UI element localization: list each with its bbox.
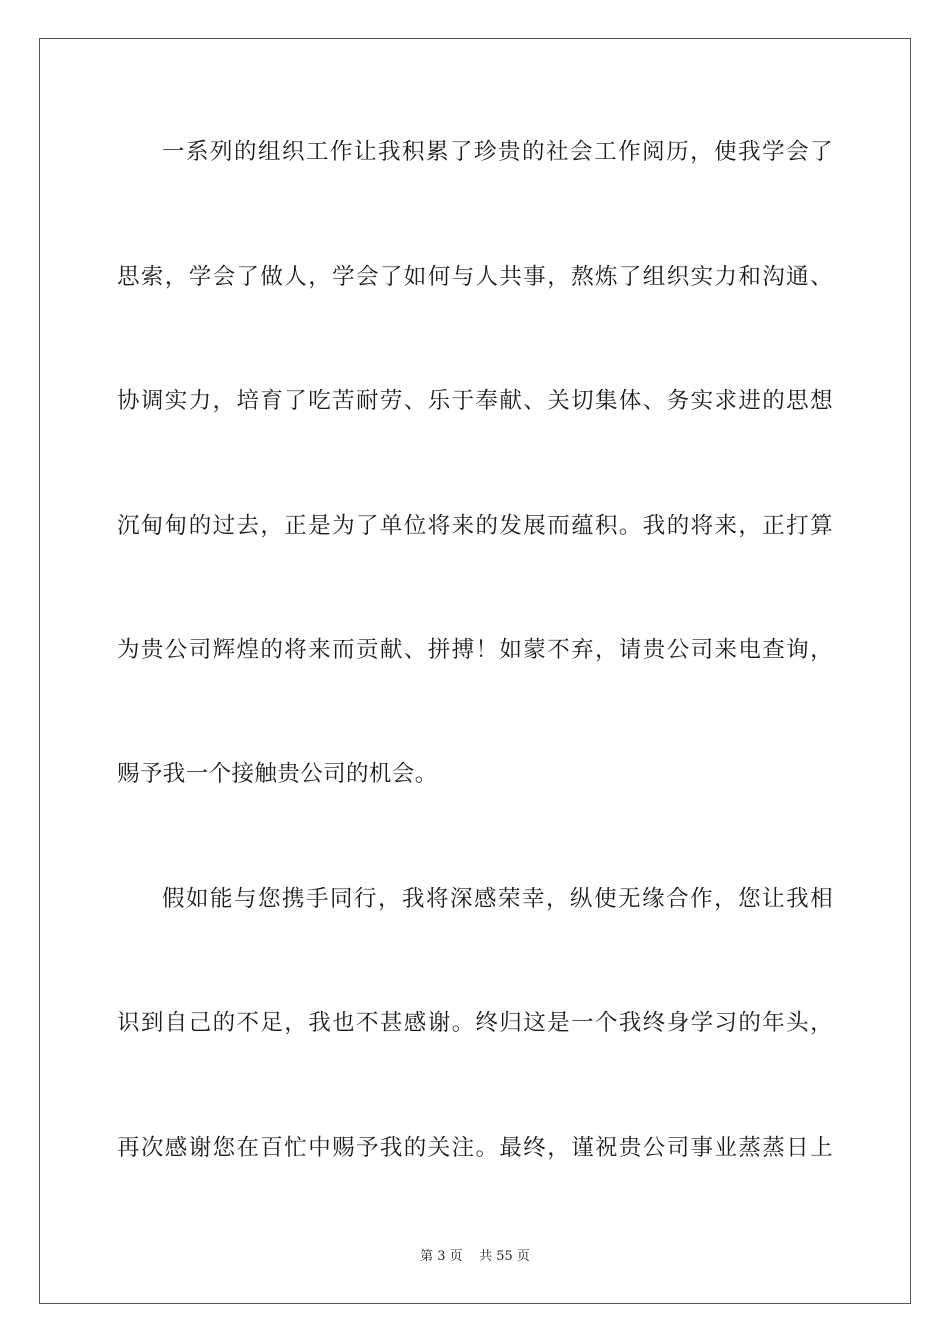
text-line: 识到自己的不足，我也不甚感谢。终归这是一个我终身学习的年头， <box>117 1010 833 1036</box>
text-line: 为贵公司辉煌的将来而贡献、拼搏！如蒙不弃，请贵公司来电查询， <box>117 637 833 663</box>
text-line: 假如能与您携手同行，我将深感荣幸，纵使无缘合作，您让我相 <box>162 886 833 912</box>
page-border <box>39 38 911 1304</box>
text-line: 协调实力，培育了吃苦耐劳、乐于奉献、关切集体、务实求进的思想 <box>117 388 833 414</box>
text-line: 思索，学会了做人，学会了如何与人共事，熬炼了组织实力和沟通、 <box>117 264 833 290</box>
text-line: 赐予我一个接触贵公司的机会。 <box>117 761 438 787</box>
text-line: 再次感谢您在百忙中赐予我的关注。最终，谨祝贵公司事业蒸蒸日上 <box>117 1135 833 1161</box>
text-line: 一系列的组织工作让我积累了珍贵的社会工作阅历，使我学会了 <box>162 139 833 165</box>
text-line: 沉甸甸的过去，正是为了单位将来的发展而蕴积。我的将来，正打算 <box>117 513 833 539</box>
page-number-footer: 第 3 页 共 55 页 <box>420 1249 530 1264</box>
